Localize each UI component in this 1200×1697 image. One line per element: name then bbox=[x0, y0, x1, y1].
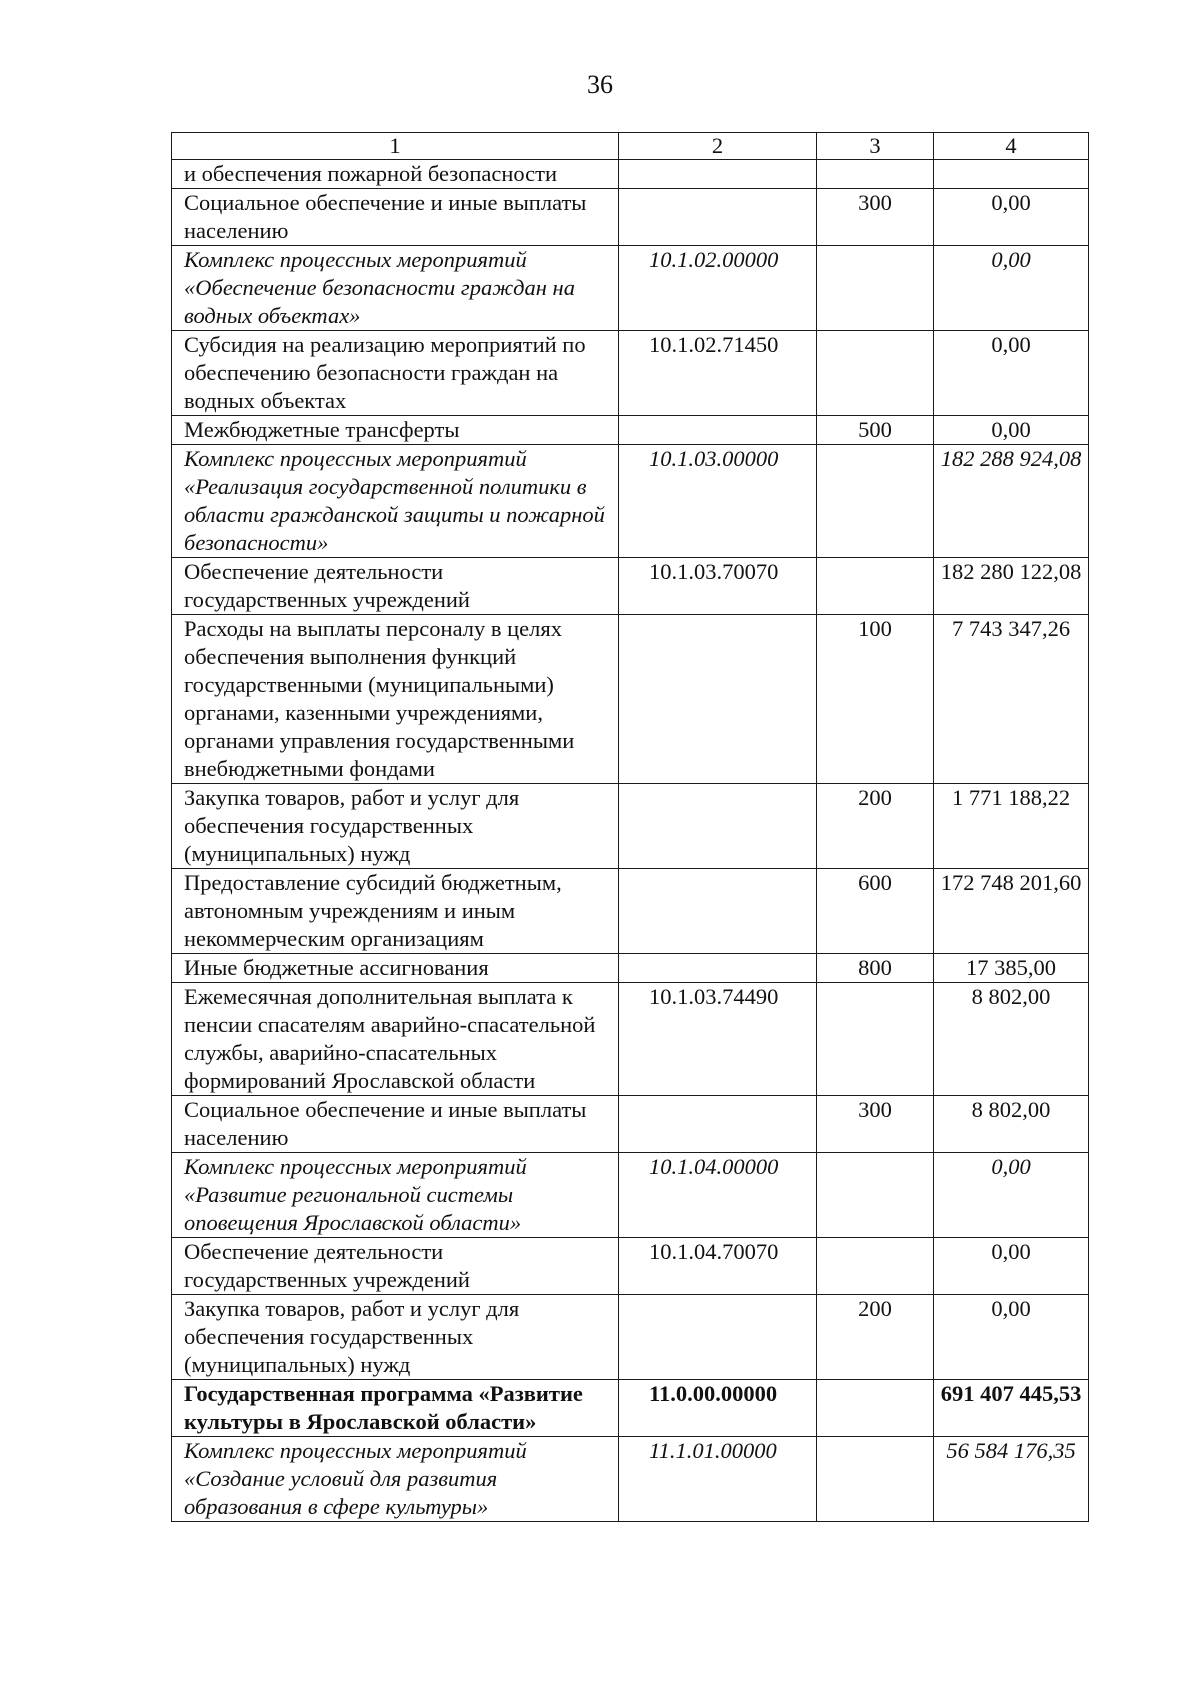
header-cell-2: 2 bbox=[619, 133, 817, 160]
row-type-cell bbox=[817, 558, 934, 615]
table-row bbox=[172, 954, 1089, 983]
row-name-cell: Комплекс процессных мероприятий «Обеспечение безопасности граждан на водных объектах» bbox=[172, 246, 619, 331]
table-row bbox=[172, 331, 1089, 416]
table-row bbox=[172, 869, 1089, 954]
row-code-cell: 10.1.03.70070 bbox=[619, 558, 817, 615]
row-name-cell: Закупка товаров, работ и услуг для обеспечения государственных (муниципальных) нужд bbox=[172, 784, 619, 869]
row-amount-cell: 7 743 347,26 bbox=[934, 615, 1089, 784]
row-code-cell bbox=[619, 189, 817, 246]
row-name-cell: Государственная программа «Развитие культуры в Ярославской области» bbox=[172, 1380, 619, 1437]
table-row bbox=[172, 558, 1089, 615]
row-name-cell: Субсидия на реализацию мероприятий по обеспечению безопасности граждан на водных объектах bbox=[172, 331, 619, 416]
row-name-cell: Предоставление субсидий бюджетным, автономным учреждениям и иным некоммерческим организациям bbox=[172, 869, 619, 954]
row-code-cell: 11.0.00.00000 bbox=[619, 1380, 817, 1437]
row-type-cell bbox=[817, 331, 934, 416]
row-type-cell: 100 bbox=[817, 615, 934, 784]
table-row bbox=[172, 189, 1089, 246]
row-amount-cell: 8 802,00 bbox=[934, 1096, 1089, 1153]
table-row bbox=[172, 1437, 1089, 1522]
row-name-cell: Расходы на выплаты персоналу в целях обеспечения выполнения функций государственными (муниципальными) органами, казенными учреждениями, органами управления государственными внебюджетными фондами bbox=[172, 615, 619, 784]
row-code-cell bbox=[619, 615, 817, 784]
row-type-cell bbox=[817, 983, 934, 1096]
row-code-cell bbox=[619, 954, 817, 983]
row-code-cell: 10.1.02.71450 bbox=[619, 331, 817, 416]
row-amount-cell: 0,00 bbox=[934, 189, 1089, 246]
row-amount-cell: 0,00 bbox=[934, 1238, 1089, 1295]
row-amount-cell: 691 407 445,53 bbox=[934, 1380, 1089, 1437]
header-cell-1: 1 bbox=[172, 133, 619, 160]
row-amount-cell bbox=[934, 160, 1089, 189]
table-row bbox=[172, 1295, 1089, 1380]
row-code-cell: 10.1.02.00000 bbox=[619, 246, 817, 331]
row-amount-cell: 0,00 bbox=[934, 246, 1089, 331]
row-code-cell: 10.1.03.74490 bbox=[619, 983, 817, 1096]
table-row bbox=[172, 246, 1089, 331]
table-row bbox=[172, 615, 1089, 784]
row-type-cell bbox=[817, 246, 934, 331]
table-row bbox=[172, 1153, 1089, 1238]
table-row bbox=[172, 416, 1089, 445]
table-row bbox=[172, 1096, 1089, 1153]
row-type-cell: 200 bbox=[817, 784, 934, 869]
row-code-cell bbox=[619, 1295, 817, 1380]
row-name-cell: и обеспечения пожарной безопасности bbox=[172, 160, 619, 189]
budget-table bbox=[171, 132, 1089, 1522]
row-amount-cell: 0,00 bbox=[934, 331, 1089, 416]
row-amount-cell: 8 802,00 bbox=[934, 983, 1089, 1096]
row-amount-cell: 182 288 924,08 bbox=[934, 445, 1089, 558]
budget-table-body bbox=[172, 133, 1089, 1522]
row-name-cell: Социальное обеспечение и иные выплаты населению bbox=[172, 189, 619, 246]
row-amount-cell: 0,00 bbox=[934, 1153, 1089, 1238]
row-code-cell: 10.1.04.70070 bbox=[619, 1238, 817, 1295]
table-row bbox=[172, 1238, 1089, 1295]
row-code-cell bbox=[619, 784, 817, 869]
row-name-cell: Иные бюджетные ассигнования bbox=[172, 954, 619, 983]
row-name-cell: Межбюджетные трансферты bbox=[172, 416, 619, 445]
row-code-cell: 10.1.04.00000 bbox=[619, 1153, 817, 1238]
table-header-row bbox=[172, 133, 1089, 160]
row-amount-cell: 182 280 122,08 bbox=[934, 558, 1089, 615]
row-type-cell bbox=[817, 445, 934, 558]
row-type-cell bbox=[817, 1238, 934, 1295]
row-name-cell: Комплекс процессных мероприятий «Реализация государственной политики в области гражданской защиты и пожарной безопасности» bbox=[172, 445, 619, 558]
row-amount-cell: 56 584 176,35 bbox=[934, 1437, 1089, 1522]
row-amount-cell: 1 771 188,22 bbox=[934, 784, 1089, 869]
row-name-cell: Комплекс процессных мероприятий «Создание условий для развития образования в сфере культуры» bbox=[172, 1437, 619, 1522]
row-code-cell bbox=[619, 1096, 817, 1153]
row-type-cell bbox=[817, 160, 934, 189]
table-row bbox=[172, 445, 1089, 558]
row-type-cell: 200 bbox=[817, 1295, 934, 1380]
row-type-cell: 500 bbox=[817, 416, 934, 445]
row-type-cell: 600 bbox=[817, 869, 934, 954]
row-code-cell bbox=[619, 416, 817, 445]
row-code-cell bbox=[619, 869, 817, 954]
header-cell-3: 3 bbox=[817, 133, 934, 160]
row-name-cell: Обеспечение деятельности государственных учреждений bbox=[172, 1238, 619, 1295]
row-amount-cell: 172 748 201,60 bbox=[934, 869, 1089, 954]
row-name-cell: Закупка товаров, работ и услуг для обеспечения государственных (муниципальных) нужд bbox=[172, 1295, 619, 1380]
table-row bbox=[172, 784, 1089, 869]
row-type-cell: 300 bbox=[817, 189, 934, 246]
row-name-cell: Комплекс процессных мероприятий «Развитие региональной системы оповещения Ярославской области» bbox=[172, 1153, 619, 1238]
header-cell-4: 4 bbox=[934, 133, 1089, 160]
row-type-cell bbox=[817, 1437, 934, 1522]
row-amount-cell: 0,00 bbox=[934, 1295, 1089, 1380]
page-number: 36 bbox=[587, 70, 613, 99]
row-amount-cell: 0,00 bbox=[934, 416, 1089, 445]
row-name-cell: Обеспечение деятельности государственных учреждений bbox=[172, 558, 619, 615]
row-amount-cell: 17 385,00 bbox=[934, 954, 1089, 983]
table-row bbox=[172, 160, 1089, 189]
row-code-cell: 11.1.01.00000 bbox=[619, 1437, 817, 1522]
row-type-cell: 800 bbox=[817, 954, 934, 983]
row-type-cell: 300 bbox=[817, 1096, 934, 1153]
table-row bbox=[172, 1380, 1089, 1437]
row-name-cell: Ежемесячная дополнительная выплата к пенсии спасателям аварийно-спасательной службы, аварийно-спасательных формирований Ярославской области bbox=[172, 983, 619, 1096]
row-name-cell: Социальное обеспечение и иные выплаты населению bbox=[172, 1096, 619, 1153]
row-type-cell bbox=[817, 1380, 934, 1437]
table-row bbox=[172, 983, 1089, 1096]
row-code-cell: 10.1.03.00000 bbox=[619, 445, 817, 558]
row-type-cell bbox=[817, 1153, 934, 1238]
row-code-cell bbox=[619, 160, 817, 189]
